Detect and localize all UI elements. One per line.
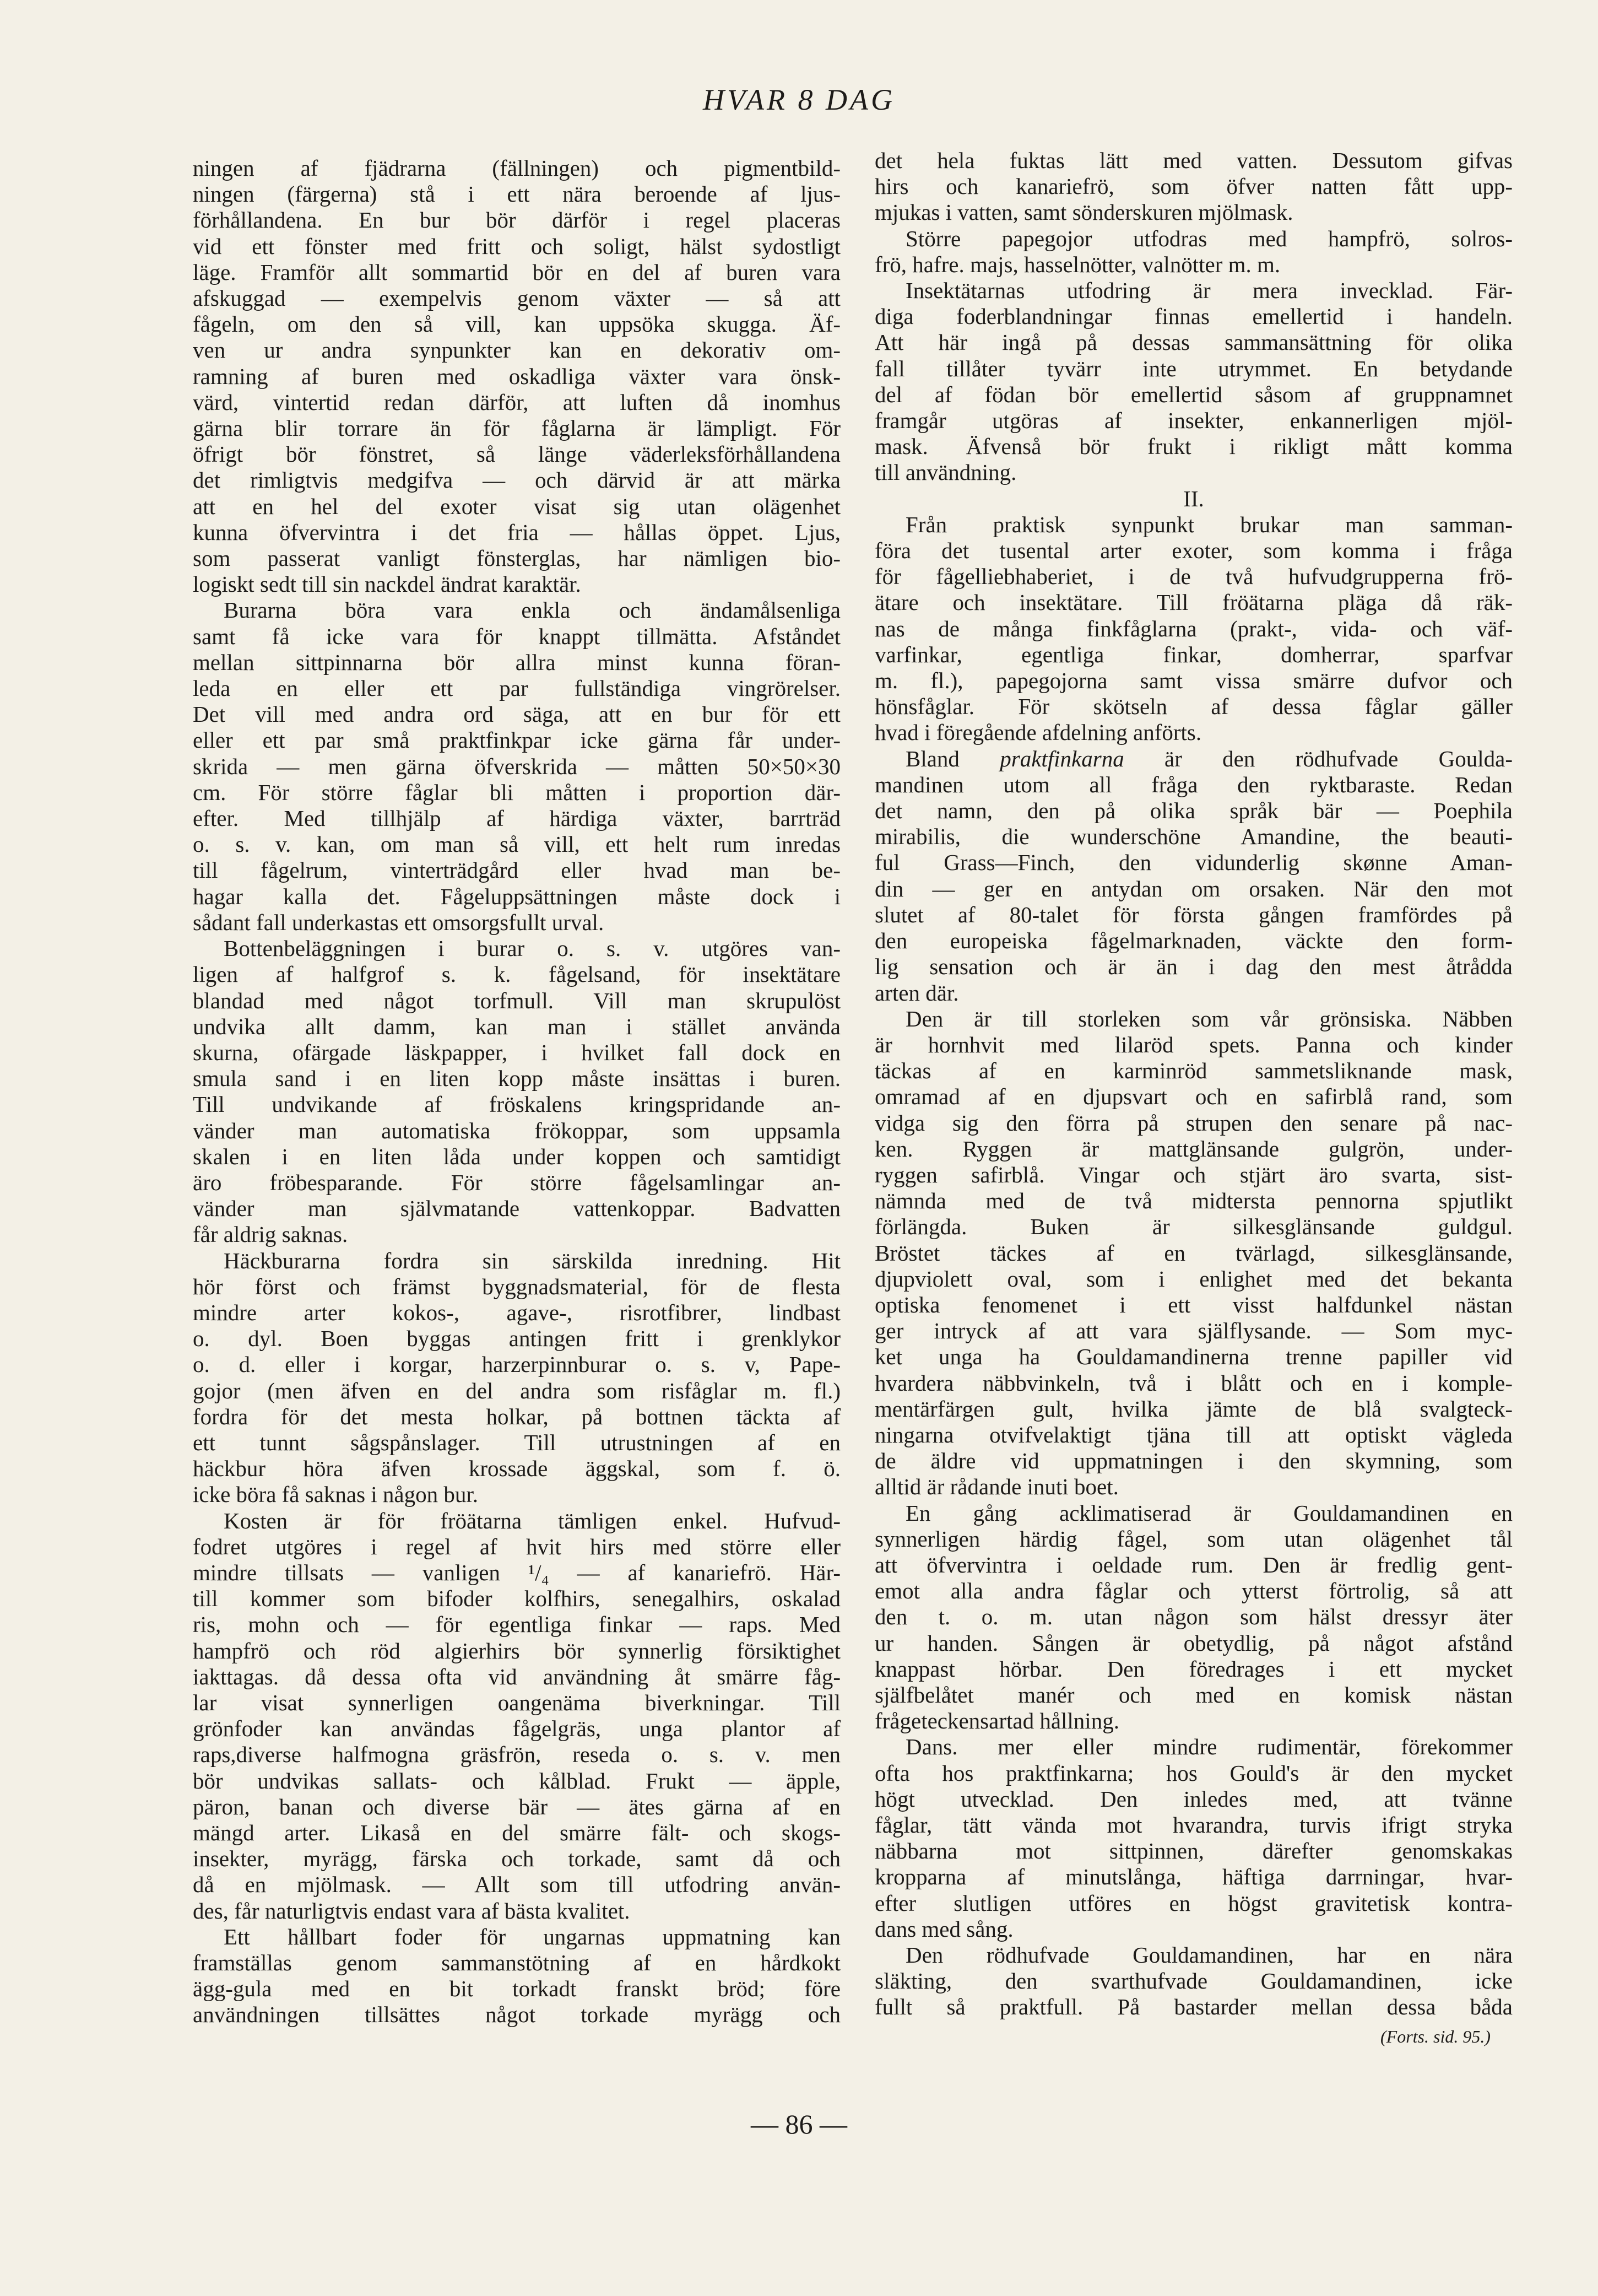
left-text-line: mindre tillsats — vanligen ¹/₄ — af kanariefrö. Här- bbox=[193, 1559, 841, 1585]
right-text-line: efter slutligen utföres en högst gravitetisk kontra- bbox=[875, 1890, 1513, 1916]
left-text-line: vid ett fönster med fritt och soligt, hälst sydostligt bbox=[193, 233, 841, 259]
left-text-line: det rimligtvis medgifva — och därvid är att märka bbox=[193, 467, 841, 493]
right-text-line: mandinen utom all fråga den ryktbaraste. Redan bbox=[875, 771, 1513, 797]
left-text-line: skalen i en liten låda under koppen och samtidigt bbox=[193, 1143, 841, 1169]
left-text-line: att en hel del exoter visat sig utan olägenhet bbox=[193, 493, 841, 519]
left-text-line: Till undvikande af fröskalens kringspridande an- bbox=[193, 1092, 841, 1117]
left-text-line: framställas genom sammanstötning af en hårdkokt bbox=[193, 1950, 841, 1976]
left-text-line: användningen tillsättes något torkade myrägg och bbox=[193, 2002, 841, 2028]
right-text-line: Den rödhufvade Gouldamandinen, har en nära bbox=[906, 1942, 1513, 1968]
left-text-line: äro fröbesparande. För större fågelsamlingar an- bbox=[193, 1169, 841, 1195]
right-text-line: Större papegojor utfodras med hampfrö, solros- bbox=[906, 225, 1513, 251]
left-text-line: iakttagas. då dessa ofta vid användning åt smärre fåg- bbox=[193, 1663, 841, 1689]
right-text-line: är hornhvit med lilaröd spets. Panna och kinder bbox=[875, 1031, 1513, 1057]
left-text-line: Kosten är för fröätarna tämligen enkel. Hufvud- bbox=[224, 1508, 841, 1533]
right-text-line: Dans. mer eller mindre rudimentär, förekommer bbox=[906, 1734, 1513, 1760]
right-text-line: ofta hos praktfinkarna; hos Gould's är den mycket bbox=[875, 1760, 1513, 1786]
left-text-line: läge. Framför allt sommartid bör en del af buren vara bbox=[193, 259, 841, 285]
right-text-line: hönsfåglar. För skötseln af dessa fåglar gäller bbox=[875, 694, 1513, 720]
left-text-line: icke böra få saknas i någon bur. bbox=[193, 1482, 479, 1508]
right-text-line: m. fl.), papegojorna samt vissa smärre dufvor och bbox=[875, 668, 1513, 694]
right-text-line: föra det tusental arter exoter, som komma i fråga bbox=[875, 538, 1513, 564]
left-column bbox=[193, 155, 841, 2028]
left-text-line: hagar kalla det. Fågeluppsättningen måste dock i bbox=[193, 883, 841, 909]
right-text-line: för fågelliebhaberiet, i de två hufvudgrupperna frö- bbox=[875, 564, 1513, 590]
left-text-line: bör undvikas sallats- och kålblad. Frukt — äpple, bbox=[193, 1768, 841, 1793]
left-text-line: ägg-gula med en bit torkadt franskt bröd; före bbox=[193, 1976, 841, 2002]
right-text-line: att öfvervintra i oeldade rum. Den är fredlig gent- bbox=[875, 1552, 1513, 1578]
left-text-line: efter. Med tillhjälp af härdiga växter, barrträd bbox=[193, 806, 841, 831]
right-text-line: vidga sig den förra på strupen den senare på nac- bbox=[875, 1110, 1513, 1136]
left-text-line: Det vill med andra ord säga, att en bur för ett bbox=[193, 701, 841, 727]
left-text-line: då en mjölmask. — Allt som till utfodring använ- bbox=[193, 1872, 841, 1898]
right-text-line: hvad i föregående afdelning anförts. bbox=[875, 720, 1202, 745]
left-text-line: insekter, myrägg, färska och torkade, samt då och bbox=[193, 1846, 841, 1872]
left-text-line: leda en eller ett par fullständiga vingrörelser. bbox=[193, 676, 841, 701]
left-text-line: värd, vintertid redan därför, att luften då inomhus bbox=[193, 389, 841, 415]
right-text-line: nämnda med de två midtersta pennorna spjutlikt bbox=[875, 1188, 1513, 1214]
right-text-line: mirabilis, die wunderschöne Amandine, the beauti- bbox=[875, 824, 1513, 850]
left-text-line: hör först och främst byggnadsmaterial, för de flesta bbox=[193, 1273, 841, 1299]
right-text-line: nas de många finkfåglarna (prakt-, vida- och väf- bbox=[875, 615, 1513, 641]
right-text-line: täckas af en karminröd sammetsliknande mask, bbox=[875, 1058, 1513, 1084]
right-text-line: emot alla andra fåglar och ytterst förtrolig, så att bbox=[875, 1578, 1513, 1604]
right-text-line: ken. Ryggen är mattglänsande gulgrön, under- bbox=[875, 1136, 1513, 1161]
left-text-line: sådant fall underkastas ett omsorgsfullt urval. bbox=[193, 909, 604, 935]
left-text-line: kunna öfvervintra i det fria — hållas öppet. Ljus, bbox=[193, 519, 841, 545]
right-text-line: släkting, den svarthufvade Gouldamandinen, icke bbox=[875, 1968, 1513, 1994]
left-text-line: gojor (men äfven en del andra som risfåglar m. fl.) bbox=[193, 1377, 841, 1403]
right-text-line: Bröstet täckes af en tvärlagd, silkesglänsande, bbox=[875, 1240, 1513, 1266]
right-text-line: näbbarna mot sittpinnen, därefter genomskakas bbox=[875, 1838, 1513, 1864]
left-text-line: Ett hållbart foder för ungarnas uppmatning kan bbox=[224, 1924, 841, 1949]
left-text-line: cm. För större fåglar bli måtten i proportion där- bbox=[193, 779, 841, 805]
right-text-line: ur handen. Sången är obetydlig, på något afstånd bbox=[875, 1630, 1513, 1656]
left-text-line: gärna blir torrare än för fåglarna är lämpligt. För bbox=[193, 415, 841, 441]
right-column bbox=[875, 148, 1513, 2050]
left-text-line: samt få icke vara för knappt tillmätta. Afståndet bbox=[193, 623, 841, 649]
right-text-line: slutet af 80-talet för första gången framfördes på bbox=[875, 901, 1513, 927]
left-text-line: ligen af halfgrof s. k. fågelsand, för insektätare bbox=[193, 961, 841, 987]
right-text-line: del af födan bör emellertid såsom af gruppnamnet bbox=[875, 381, 1513, 407]
right-text-line: Insektätarnas utfodring är mera invecklad. Fär- bbox=[906, 278, 1513, 304]
right-text-line: fåglar, tätt vända mot hvarandra, turvis ifrigt stryka bbox=[875, 1812, 1513, 1838]
running-header: HVAR 8 DAG bbox=[703, 83, 895, 116]
right-text-line: de äldre vid uppmatningen i den skymning, som bbox=[875, 1448, 1513, 1474]
right-text-line: den europeiska fågelmarknaden, väckte den form- bbox=[875, 928, 1513, 954]
right-text-line: fall tillåter tyvärr inte utrymmet. En betydande bbox=[875, 355, 1513, 381]
right-text-line: ful Grass—Finch, den vidunderlig skønne Aman- bbox=[875, 850, 1513, 876]
right-text-line: din — ger en antydan om orsaken. När den mot bbox=[875, 876, 1513, 901]
right-text-line: optiska fenomenet i ett visst halfdunkel nästan bbox=[875, 1292, 1513, 1317]
right-text-line: själfbelåtet manér och med en komisk nästan bbox=[875, 1682, 1513, 1708]
right-text-line: det hela fuktas lätt med vatten. Dessutom gifvas bbox=[875, 148, 1513, 173]
page-number: — 86 — bbox=[751, 2109, 847, 2140]
left-text-line: öfrigt bör fönstret, så länge väderleksförhållandena bbox=[193, 441, 841, 467]
left-text-line: vänder man automatiska frökoppar, som uppsamla bbox=[193, 1117, 841, 1143]
left-text-line: fordra för det mesta holkar, på bottnen täckta af bbox=[193, 1403, 841, 1429]
left-text-line: ramning af buren med oskadliga växter vara önsk- bbox=[193, 363, 841, 389]
right-text-line: den t. o. m. utan någon som hälst dressyr äter bbox=[875, 1604, 1513, 1630]
left-text-line: ett tunnt sågspånslager. Till utrustningen af en bbox=[193, 1429, 841, 1455]
right-text-line: ryggen safirblå. Vingar och stjärt äro svarta, sist- bbox=[875, 1161, 1513, 1187]
right-text-line: till användning. bbox=[875, 460, 1017, 485]
left-text-line: fågeln, om den så vill, kan uppsöka skugga. Äf- bbox=[193, 311, 841, 337]
right-text-line: diga foderblandningar finnas emellertid i handeln. bbox=[875, 304, 1513, 329]
right-text-line: ger intryck af att vara själflysande. — Som myc- bbox=[875, 1318, 1513, 1344]
left-text-line: till kommer som bifoder kolfhirs, senegalhirs, oskalad bbox=[193, 1586, 841, 1612]
left-text-line: förhållandena. En bur bör därför i regel placeras bbox=[193, 207, 841, 233]
left-text-line: skrida — men gärna öfverskrida — måtten 50×50×30 bbox=[193, 753, 841, 779]
left-text-line: smula sand i en liten kopp måste insättas i buren. bbox=[193, 1066, 841, 1092]
left-text-line: eller ett par små praktfinkpar icke gärna får under- bbox=[193, 727, 841, 753]
left-text-line: häckbur höra äfven krossade äggskal, som f. ö. bbox=[193, 1456, 841, 1482]
right-text-line: högt utvecklad. Den inledes med, att tvänne bbox=[875, 1786, 1513, 1812]
left-text-line: mindre arter kokos-, agave-, risrotfibrer, lindbast bbox=[193, 1299, 841, 1325]
continuation-note: (Forts. sid. 95.) bbox=[1380, 2026, 1491, 2046]
right-text-line: II. bbox=[1183, 485, 1204, 511]
right-text-line: kropparna af minutslånga, häftiga darrningar, hvar- bbox=[875, 1864, 1513, 1890]
right-text-line: hirs och kanariefrö, som öfver natten fått upp- bbox=[875, 174, 1513, 199]
right-text-line: Från praktisk synpunkt brukar man samman- bbox=[906, 511, 1513, 537]
left-text-line: blandad med något torfmull. Vill man skrupulöst bbox=[193, 987, 841, 1013]
left-text-line: fodret utgöres i regel af hvit hirs med större eller bbox=[193, 1533, 841, 1559]
right-text-line: knappast hörbar. Den föredrages i ett mycket bbox=[875, 1656, 1513, 1682]
left-text-line: ven ur andra synpunkter kan en dekorativ om- bbox=[193, 337, 841, 363]
left-text-line: undvika allt damm, kan man i stället använda bbox=[193, 1013, 841, 1039]
right-text-line: ningarna otvifvelaktigt tjäna till att optiskt vägleda bbox=[875, 1422, 1513, 1447]
left-text-line: mellan sittpinnarna bör allra minst kunna föran- bbox=[193, 649, 841, 675]
left-text-line: raps,diverse halfmogna gräsfrön, reseda o. s. v. men bbox=[193, 1742, 841, 1768]
right-text-line: omramad af en djupsvart och en safirblå rand, som bbox=[875, 1084, 1513, 1110]
right-text-line: alltid är rådande inuti boet. bbox=[875, 1474, 1119, 1500]
right-text-line: framgår utgöras af insekter, enkannerligen mjöl- bbox=[875, 408, 1513, 434]
right-text-line: hvardera näbbvinkeln, två i blått och en i komple- bbox=[875, 1370, 1513, 1396]
left-text-line: mängd arter. Likaså en del smärre fält- och skogs- bbox=[193, 1820, 841, 1845]
left-text-line: afskuggad — exempelvis genom växter — så att bbox=[193, 285, 841, 311]
left-text-line: ningen (färgerna) stå i ett nära beroende af ljus- bbox=[193, 181, 841, 207]
right-text-line: det namn, den på olika språk bär — Poephila bbox=[875, 798, 1513, 824]
right-text-line: djupviolett oval, som i enlighet med det bekanta bbox=[875, 1266, 1513, 1292]
right-text-line: frågeteckensartad hållning. bbox=[875, 1708, 1119, 1734]
left-text-line: grönfoder kan användas fågelgräs, unga plantor af bbox=[193, 1716, 841, 1742]
left-text-line: skurna, ofärgade läskpapper, i hvilket fall dock en bbox=[193, 1039, 841, 1065]
right-text-line: frö, hafre. majs, hasselnötter, valnötter m. m. bbox=[875, 251, 1281, 277]
right-text-line: Den är till storleken som vår grönsiska. Näbben bbox=[906, 1006, 1513, 1031]
right-text-line: arten där. bbox=[875, 980, 959, 1006]
right-text-line: En gång acklimatiserad är Gouldamandinen en bbox=[906, 1500, 1513, 1526]
right-text-line: synnerligen härdig fågel, som utan olägenhet tål bbox=[875, 1526, 1513, 1552]
left-text-line: o. d. eller i korgar, harzerpinnburar o. s. v, Pape- bbox=[193, 1352, 841, 1377]
right-text-line: Bland praktfinkarna är den rödhufvade Goulda- bbox=[906, 745, 1513, 771]
right-text-line: mask. Äfvenså bör frukt i rikligt mått komma bbox=[875, 434, 1513, 460]
left-text-line: päron, banan och diverse bär — ätes gärna af en bbox=[193, 1793, 841, 1819]
right-text-line: förlängda. Buken är silkesglänsande guldgul. bbox=[875, 1214, 1513, 1240]
right-text-line: fullt så praktfull. På bastarder mellan dessa båda bbox=[875, 1994, 1513, 2020]
left-text-line: logiskt sedt till sin nackdel ändrat karaktär. bbox=[193, 571, 581, 597]
right-text-line: ätare och insektätare. Till fröätarna pläga då räk- bbox=[875, 590, 1513, 615]
left-text-line: des, får naturligtvis endast vara af bästa kvalitet. bbox=[193, 1898, 630, 1924]
left-text-line: får aldrig saknas. bbox=[193, 1222, 348, 1247]
left-text-line: Burarna böra vara enkla och ändamålsenliga bbox=[224, 597, 841, 623]
left-text-line: o. dyl. Boen byggas antingen fritt i grenklykor bbox=[193, 1326, 841, 1352]
left-text-line: lar visat synnerligen oangenäma biverkningar. Till bbox=[193, 1689, 841, 1715]
right-text-line: mentärfärgen gult, hvilka jämte de blå svalgteck- bbox=[875, 1396, 1513, 1422]
left-text-line: till fågelrum, vinterträdgård eller hvad man be- bbox=[193, 857, 841, 883]
right-text-line: varfinkar, egentliga finkar, domherrar, sparfvar bbox=[875, 641, 1513, 667]
left-text-line: vänder man självmatande vattenkoppar. Badvatten bbox=[193, 1196, 841, 1222]
left-text-line: hampfrö och röd algierhirs bör synnerlig försiktighet bbox=[193, 1638, 841, 1663]
left-text-line: Bottenbeläggningen i burar o. s. v. utgöres van- bbox=[224, 936, 841, 961]
left-text-line: o. s. v. kan, om man så vill, ett helt rum inredas bbox=[193, 831, 841, 857]
right-text-line: lig sensation och är än i dag den mest åtrådda bbox=[875, 954, 1513, 980]
right-text-line: dans med sång. bbox=[875, 1916, 1014, 1942]
right-text-line: Att här ingå på dessas sammansättning för olika bbox=[875, 329, 1513, 355]
left-text-line: som passerat vanligt fönsterglas, har nämligen bio- bbox=[193, 545, 841, 571]
left-text-line: ris, mohn och — för egentliga finkar — raps. Med bbox=[193, 1612, 841, 1638]
left-text-line: Häckburarna fordra sin särskilda inredning. Hit bbox=[224, 1247, 841, 1273]
right-text-line: ket unga ha Gouldamandinerna trenne papiller vid bbox=[875, 1344, 1513, 1370]
right-text-line: mjukas i vatten, samt sönderskuren mjölmask. bbox=[875, 199, 1293, 225]
left-text-line: ningen af fjädrarna (fällningen) och pigmentbild- bbox=[193, 155, 841, 181]
